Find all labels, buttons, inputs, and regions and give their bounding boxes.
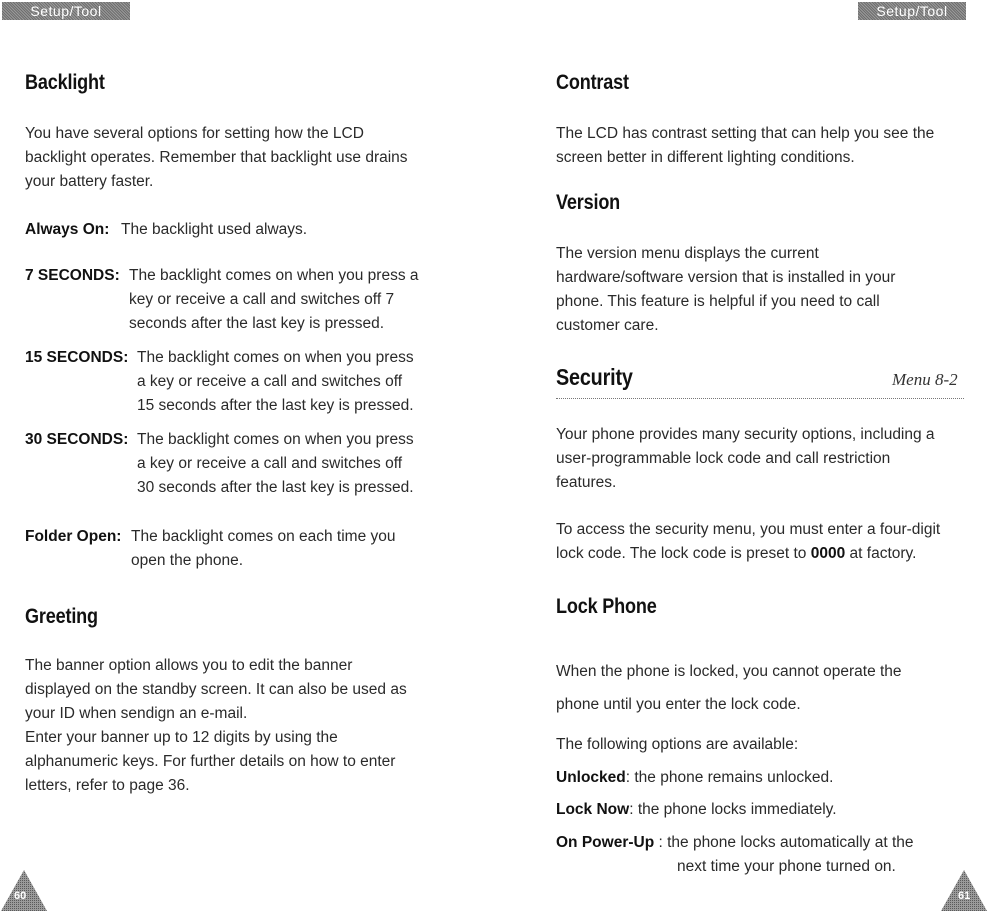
- lock-phone-line-1: When the phone is locked, you cannot operate the: [556, 663, 902, 680]
- backlight-heading: Backlight: [25, 71, 105, 94]
- text-line: hardware/software version that is installed in your: [556, 269, 896, 286]
- text-line: key or receive a call and switches off 7: [129, 291, 395, 308]
- text-segment: lock code. The lock code is preset to: [556, 545, 811, 562]
- text-line: features.: [556, 474, 617, 491]
- section-tab-right: Setup/Tool: [858, 2, 966, 20]
- text-line: alphanumeric keys. For further details on how to enter: [25, 753, 396, 770]
- greeting-body: [25, 654, 407, 798]
- text-line: The backlight comes on when you press a: [129, 267, 419, 284]
- text-line: screen better in different lighting conditions.: [556, 149, 855, 166]
- option-text: : the phone locks automatically at the: [654, 834, 914, 851]
- option-text: : the phone locks immediately.: [629, 801, 837, 818]
- page-number: 60: [14, 890, 27, 902]
- text-line: The version menu displays the current: [556, 245, 819, 262]
- lock-code-value: 0000: [810, 545, 846, 562]
- lock-phone-line-3: The following options are available:: [556, 736, 799, 753]
- text-line: 15 seconds after the last key is pressed.: [137, 397, 414, 414]
- page-number: 61: [958, 890, 971, 902]
- text-line: a key or receive a call and switches off: [137, 455, 403, 472]
- lock-option-unlocked: [556, 766, 833, 790]
- text-line: 30 seconds after the last key is pressed.: [137, 479, 414, 496]
- text-line: your ID when sendign an e-mail.: [25, 705, 248, 722]
- option-term-30-seconds: 30 SECONDS:: [25, 431, 129, 448]
- page-number-marker-left: [0, 868, 48, 912]
- security-heading: Security: [556, 364, 633, 390]
- text-line: letters, refer to page 36.: [25, 777, 190, 794]
- security-body-2-line-2: [556, 542, 916, 566]
- option-def-folder-open: [131, 525, 396, 573]
- option-def-always-on: [121, 218, 307, 242]
- text-line: customer care.: [556, 317, 659, 334]
- section-tab-left: Setup/Tool: [2, 2, 130, 20]
- text-line: backlight operates. Remember that backlight use drains: [25, 149, 408, 166]
- text-line: phone. This feature is helpful if you need to call: [556, 293, 880, 310]
- text-line: displayed on the standby screen. It can also be used as: [25, 681, 407, 698]
- text-line: The backlight comes on each time you: [131, 528, 396, 545]
- text-line: your battery faster.: [25, 173, 154, 190]
- text-line: The backlight used always.: [121, 221, 308, 238]
- lock-option-on-power-up-cont: next time your phone turned on.: [677, 858, 896, 875]
- option-term: Lock Now: [556, 801, 630, 818]
- version-body: [556, 242, 895, 338]
- lock-option-on-power-up: [556, 831, 914, 855]
- lock-option-lock-now: [556, 798, 837, 822]
- text-line: Your phone provides many security options, including a: [556, 426, 935, 443]
- text-line: The LCD has contrast setting that can help you see the: [556, 125, 935, 142]
- security-body-1: [556, 423, 935, 495]
- text-line: open the phone.: [131, 552, 244, 569]
- option-term: On Power-Up: [556, 834, 655, 851]
- menu-reference: Menu 8-2: [892, 370, 958, 389]
- greeting-heading: Greeting: [25, 605, 98, 628]
- lock-phone-heading: Lock Phone: [556, 595, 657, 618]
- text-line: Enter your banner up to 12 digits by using the: [25, 729, 338, 746]
- option-term-15-seconds: 15 SECONDS:: [25, 349, 129, 366]
- option-def-7-seconds: [129, 264, 419, 336]
- contrast-body: [556, 122, 934, 170]
- backlight-intro: [25, 122, 408, 194]
- version-heading: Version: [556, 191, 621, 214]
- page-number-marker-right: [940, 868, 988, 912]
- contrast-heading: Contrast: [556, 71, 629, 94]
- lock-phone-line-2: phone until you enter the lock code.: [556, 696, 801, 713]
- text-line: The banner option allows you to edit the banner: [25, 657, 353, 674]
- security-body-2-line-1: To access the security menu, you must enter a four-digit: [556, 521, 941, 538]
- text-segment: at factory.: [845, 545, 917, 562]
- text-line: a key or receive a call and switches off: [137, 373, 403, 390]
- option-def-30-seconds: [137, 428, 414, 500]
- option-text: : the phone remains unlocked.: [625, 769, 834, 786]
- text-line: The backlight comes on when you press: [137, 431, 414, 448]
- option-def-15-seconds: [137, 346, 414, 418]
- text-line: seconds after the last key is pressed.: [129, 315, 385, 332]
- section-divider: [556, 398, 964, 399]
- option-term: Unlocked: [556, 769, 626, 786]
- option-term-7-seconds: 7 SECONDS:: [25, 267, 120, 284]
- text-line: user-programmable lock code and call restriction: [556, 450, 891, 467]
- text-line: You have several options for setting how the LCD: [25, 125, 364, 142]
- text-line: The backlight comes on when you press: [137, 349, 414, 366]
- option-term-folder-open: Folder Open:: [25, 528, 122, 545]
- option-term-always-on: Always On:: [25, 221, 110, 238]
